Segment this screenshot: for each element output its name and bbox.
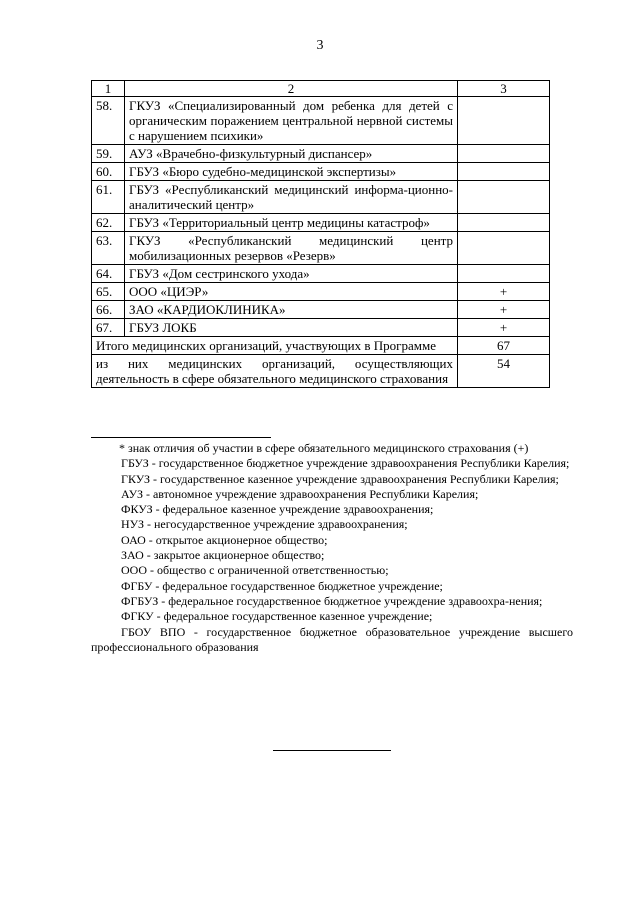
row-number: 63.: [92, 232, 125, 265]
abbreviation-note: ГБОУ ВПО - государственное бюджетное образовательное учреждение высшего профессионального образования: [91, 624, 573, 654]
abbreviation-note: ООО - общество с ограниченной ответственностью;: [121, 563, 389, 578]
row-number: 62.: [92, 214, 125, 232]
organization-name: ГБУЗ «Республиканский медицинский информа-ционно-аналитический центр»: [125, 181, 458, 214]
column-header: 1: [92, 81, 125, 97]
organizations-table: [91, 80, 550, 388]
abbreviation-note: ФГБУ - федеральное государственное бюджетное учреждение;: [121, 578, 443, 593]
column-header: 2: [125, 81, 458, 97]
table-row: [92, 265, 550, 283]
oms-mark: [458, 214, 550, 232]
organization-name: ГКУЗ «Республиканский медицинский центр мобилизационных резервов «Резерв»: [125, 232, 458, 265]
row-number: 64.: [92, 265, 125, 283]
table-row: [92, 145, 550, 163]
organization-name: ЗАО «КАРДИОКЛИНИКА»: [125, 301, 458, 319]
table-row: [92, 163, 550, 181]
table-row: [92, 319, 550, 337]
total-row: [92, 337, 550, 355]
oms-mark: +: [458, 319, 550, 337]
row-number: 61.: [92, 181, 125, 214]
table-row: [92, 232, 550, 265]
footnote-divider: [91, 437, 271, 438]
end-divider: [273, 750, 391, 751]
abbreviation-note: ФГКУ - федеральное государственное казенное учреждение;: [121, 609, 433, 624]
row-number: 67.: [92, 319, 125, 337]
total-label: Итого медицинских организаций, участвующих в Программе: [92, 337, 458, 355]
oms-mark: [458, 145, 550, 163]
column-header: 3: [458, 81, 550, 97]
table-row: [92, 301, 550, 319]
oms-mark: [458, 265, 550, 283]
organization-name: ГКУЗ «Специализированный дом ребенка для детей с органическим поражением центральной нервной системы с нарушением психики»: [125, 97, 458, 145]
oms-mark: [458, 181, 550, 214]
abbreviation-note: ГБУЗ - государственное бюджетное учреждение здравоохранения Республики Карелия;: [121, 456, 570, 471]
row-number: 60.: [92, 163, 125, 181]
abbreviation-note: ФГБУЗ - федеральное государственное бюджетное учреждение здравоохра-нения;: [121, 593, 543, 608]
organization-name: АУЗ «Врачебно-физкультурный диспансер»: [125, 145, 458, 163]
oms-mark: [458, 97, 550, 145]
organization-name: ГБУЗ «Дом сестринского ухода»: [125, 265, 458, 283]
abbreviation-note: ЗАО - закрытое акционерное общество;: [121, 548, 325, 563]
table-row: [92, 97, 550, 145]
table-row: [92, 181, 550, 214]
organization-name: ГБУЗ «Территориальный центр медицины катастроф»: [125, 214, 458, 232]
total-label: из них медицинских организаций, осуществляющих деятельность в сфере обязательного медицинского страхования: [92, 355, 458, 388]
row-number: 59.: [92, 145, 125, 163]
total-value: 54: [458, 355, 550, 388]
organization-name: ГБУЗ ЛОКБ: [125, 319, 458, 337]
row-number: 58.: [92, 97, 125, 145]
oms-mark: [458, 163, 550, 181]
oms-mark: +: [458, 283, 550, 301]
footnote-note: * знак отличия об участии в сфере обязательного медицинского страхования (+): [119, 441, 529, 455]
abbreviation-note: ОАО - открытое акционерное общество;: [121, 532, 328, 547]
organization-name: ООО «ЦИЭР»: [125, 283, 458, 301]
abbreviation-note: ГКУЗ - государственное казенное учреждение здравоохранения Республики Карелия;: [121, 471, 559, 486]
row-number: 65.: [92, 283, 125, 301]
abbreviation-note: НУЗ - негосударственное учреждение здравоохранения;: [121, 517, 408, 532]
table-row: [92, 283, 550, 301]
row-number: 66.: [92, 301, 125, 319]
abbreviation-note: АУЗ - автономное учреждение здравоохранения Республики Карелия;: [121, 486, 479, 501]
table-header-row: [92, 81, 550, 97]
table-row: [92, 214, 550, 232]
abbreviations-notes: [91, 441, 573, 655]
total-value: 67: [458, 337, 550, 355]
abbreviation-note: ФКУЗ - федеральное казенное учреждение здравоохранения;: [121, 502, 434, 517]
organization-name: ГБУЗ «Бюро судебно-медицинской экспертизы»: [125, 163, 458, 181]
oms-mark: [458, 232, 550, 265]
page-number: 3: [316, 38, 324, 53]
total-row: [92, 355, 550, 388]
oms-mark: +: [458, 301, 550, 319]
